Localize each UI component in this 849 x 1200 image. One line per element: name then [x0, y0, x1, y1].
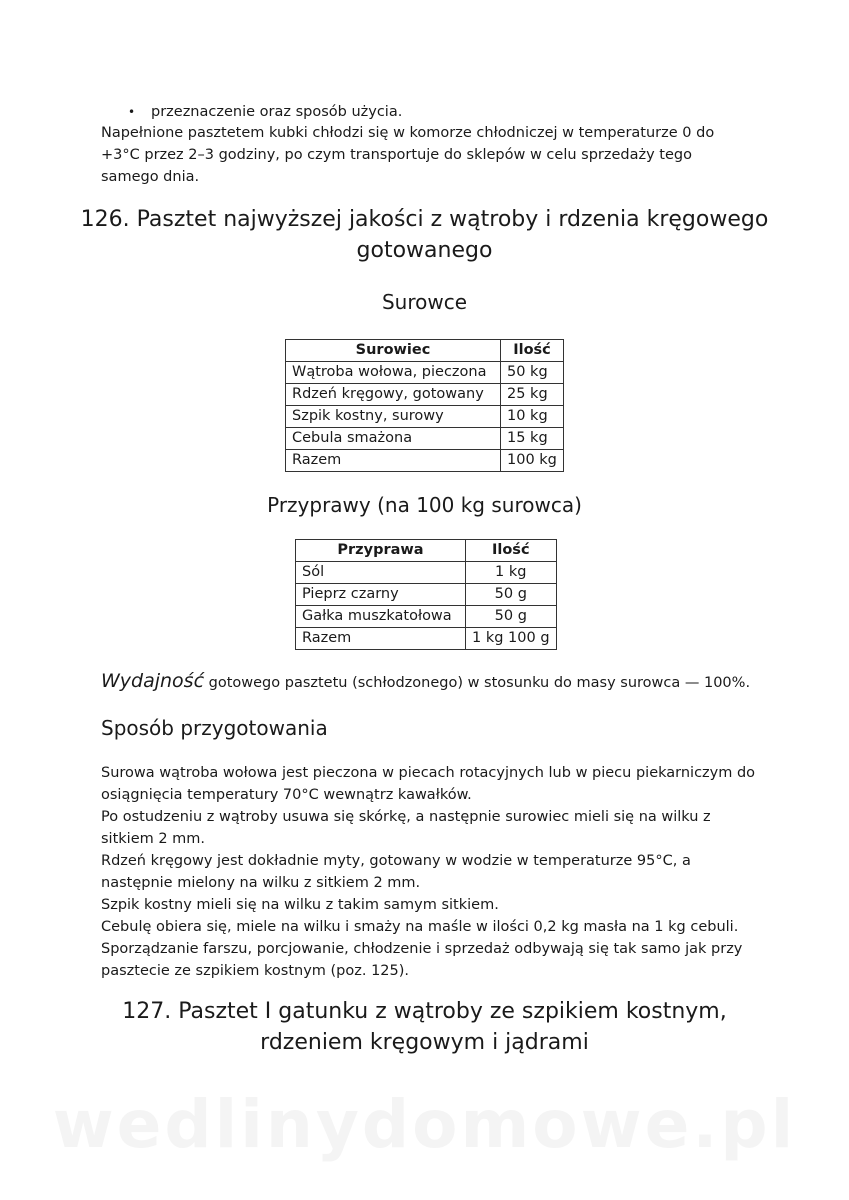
table-row: [296, 584, 557, 606]
method-paragraph: Surowa wątroba wołowa jest pieczona w piecach rotacyjnych lub w piecu piekarniczym do osiągnięcia temperatury 70°C wewnątrz kawałków.: [101, 765, 756, 803]
method-heading: Sposób przygotowania: [101, 716, 328, 740]
method-paragraph: Cebulę obiera się, miele na wilku i smaży na maśle w ilości 0,2 kg masła na 1 kg cebuli.: [101, 919, 739, 935]
yield-label: Wydajność: [101, 670, 205, 692]
table-cell: Razem: [286, 450, 501, 472]
table-cell: Rdzeń kręgowy, gotowany: [286, 384, 501, 406]
intro-paragraph: Napełnione pasztetem kubki chłodzi się w komorze chłodniczej w temperaturze 0 do +3°C przez 2–3 godziny, po czym transportuje do sklepów w celu sprzedaży tego samego dnia.: [101, 125, 715, 185]
table-cell: 15 kg: [501, 428, 564, 450]
table-row: [296, 606, 557, 628]
table-cell: 10 kg: [501, 406, 564, 428]
recipe-127-title-line1: 127. Pasztet I gatunku z wątroby ze szpikiem kostnym,: [122, 999, 727, 1024]
table-cell: Razem: [296, 628, 466, 650]
yield-statement: [101, 668, 801, 696]
table-row: [286, 450, 564, 472]
recipe-126-title-line2: gotowanego: [356, 238, 493, 263]
table-header-row: [296, 540, 557, 562]
table-cell: 25 kg: [501, 384, 564, 406]
table-cell: Gałka muszkatołowa: [296, 606, 466, 628]
ingredients-table: [285, 339, 564, 472]
bullet-item: [101, 101, 761, 123]
table-header-cell: Surowiec: [286, 340, 501, 362]
table-cell: 1 kg 100 g: [466, 628, 557, 650]
table-cell: 50 g: [466, 584, 557, 606]
table-header-row: [286, 340, 564, 362]
table-row: [296, 562, 557, 584]
table-cell: Pieprz czarny: [296, 584, 466, 606]
recipe-126-title-line1: 126. Pasztet najwyższej jakości z wątroby i rdzenia kręgowego: [80, 207, 769, 232]
recipe-126-title: [60, 204, 789, 266]
table-cell: 50 kg: [501, 362, 564, 384]
table-row: [286, 362, 564, 384]
yield-text: gotowego pasztetu (schłodzonego) w stosunku do masy surowca — 100%.: [204, 675, 751, 691]
method-text: [101, 762, 761, 982]
table-row: [296, 628, 557, 650]
spices-table: [295, 539, 557, 650]
table-header-cell: Ilość: [466, 540, 557, 562]
table-cell: Wątroba wołowa, pieczona: [286, 362, 501, 384]
table-row: [286, 384, 564, 406]
table-cell: 50 g: [466, 606, 557, 628]
table-cell: Sól: [296, 562, 466, 584]
method-paragraph: Sporządzanie farszu, porcjowanie, chłodzenie i sprzedaż odbywają się tak samo jak przy pasztecie ze szpikiem kostnym (poz. 125).: [101, 941, 743, 979]
spices-heading: Przyprawy (na 100 kg surowca): [267, 493, 582, 517]
recipe-127-title: [60, 996, 789, 1058]
table-cell: Szpik kostny, surowy: [286, 406, 501, 428]
ingredients-heading: Surowce: [381, 290, 468, 314]
table-cell: 100 kg: [501, 450, 564, 472]
table-row: [286, 406, 564, 428]
table-header-cell: Przyprawa: [296, 540, 466, 562]
table-header-cell: Ilość: [501, 340, 564, 362]
method-paragraph: Rdzeń kręgowy jest dokładnie myty, gotowany w wodzie w temperaturze 95°C, a następnie mielony na wilku z sitkiem 2 mm.: [101, 853, 691, 891]
table-row: [286, 428, 564, 450]
watermark: wedlinydomowe.pl: [52, 1086, 797, 1163]
method-paragraph: Po ostudzeniu z wątroby usuwa się skórkę, a następnie surowiec mieli się na wilku z sitkiem 2 mm.: [101, 809, 711, 847]
table-cell: Cebula smażona: [286, 428, 501, 450]
bullet-icon: •: [128, 105, 136, 119]
table-cell: 1 kg: [466, 562, 557, 584]
bullet-text: przeznaczenie oraz sposób użycia.: [151, 104, 403, 120]
method-paragraph: Szpik kostny mieli się na wilku z takim samym sitkiem.: [101, 897, 499, 913]
recipe-127-title-line2: rdzeniem kręgowym i jądrami: [260, 1030, 589, 1055]
